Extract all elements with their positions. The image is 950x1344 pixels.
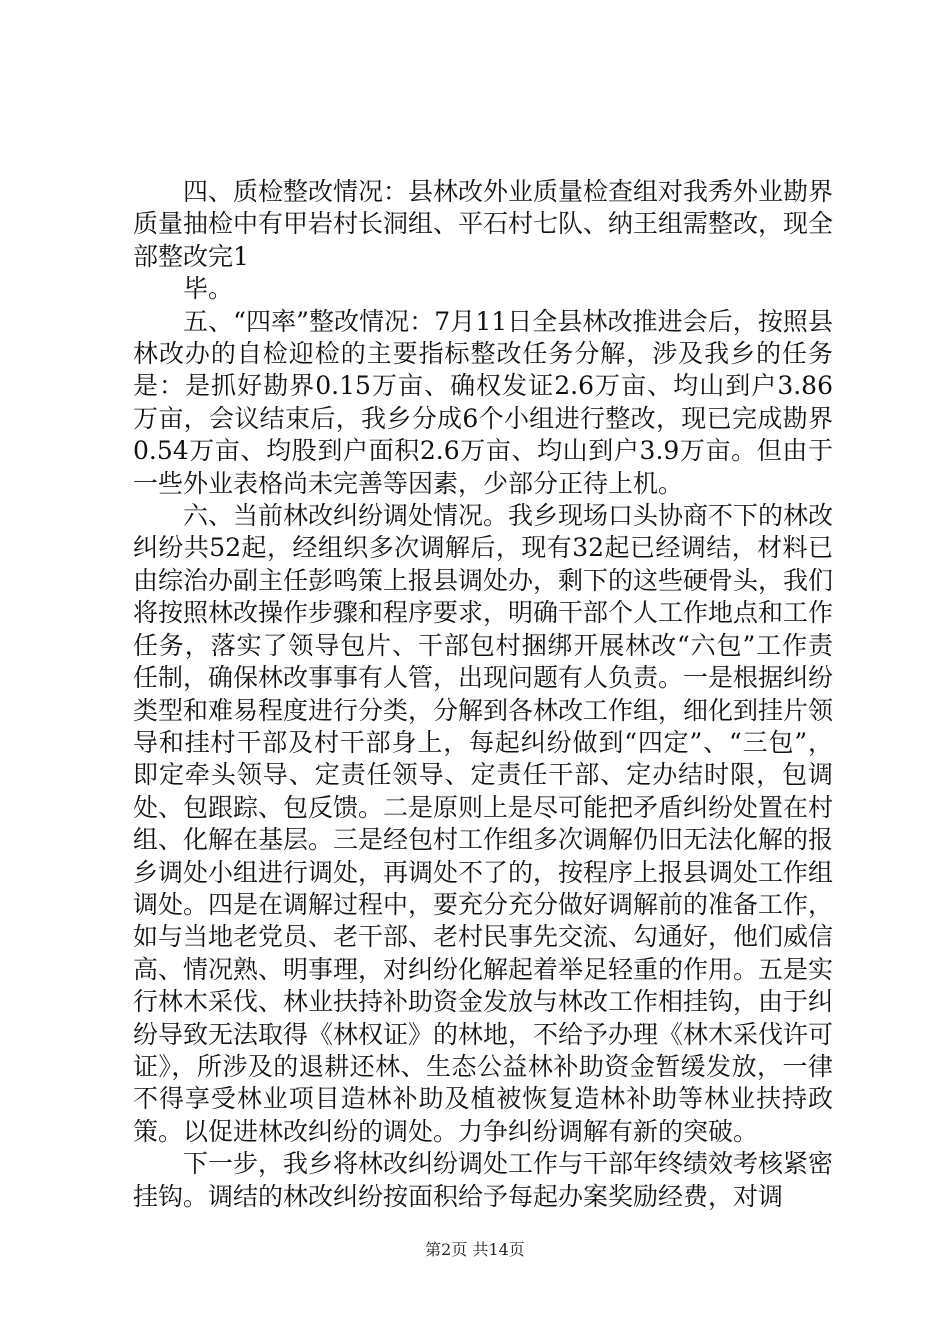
paragraph-dispute-mediation: 六、当前林改纠纷调处情况。我乡现场口头协商不下的林改纠纷共52起，经组织多次调解后，现有32起已经调结，材料已由综治办副主任彭鸣策上报县调处办，剩下的这些硬骨头，我们将按照林改操作步骤和程序要求，明确干部个人工作地点和工作任务，落实了领导包片、干部包村捆绑开展林改“六包”工作责任制，确保林改事事有人管，出现问题有人负责。一是根据纠纷类型和难易程度进行分类，分解到各林改工作组，细化到挂片领导和挂村干部及村干部身上，每起纠纷做到“四定”、“三包”，即定牵头领导、定责任领导、定责任干部、定办结时限，包调处、包跟踪、包反馈。二是原则上是尽可能把矛盾纠纷处置在村组、化解在基层。三是经包村工作组多次调解仍旧无法化解的报乡调处小组进行调处，再调处不了的，按程序上报县调处工作组调处。四是在调解过程中，要充分充分做好调解前的准备工作，如与当地老党员、老干部、老村民事先交流、勾通好，他们威信高、情况熟、明事理，对纠纷化解起着举足轻重的作用。五是实行林木采伐、林业扶持补助资金发放与林改工作相挂钩，由于纠纷导致无法取得《林权证》的林地，不给予办理《林木采伐许可证》，所涉及的退耕还林、生态公益林补助资金暂缓发放，一律不得享受林业项目造林补助及植被恢复造林补助等林业扶持政策。以促进林改纠纷的调处。力争纠纷调解有新的突破。 [133, 501, 834, 1146]
page-footer: 第2页 共14页 [425, 1240, 525, 1259]
paragraph-four-rates: 五、“四率”整改情况：7月11日全县林改推进会后，按照县林改办的自检迎检的主要指标整改任务分解，涉及我乡的任务是：是抓好勘界0.15万亩、确权发证2.6万亩、均山到户3.86万亩，会议结束后，我乡分成6个小组进行整改，现已完成勘界0.54万亩、均股到户面积2.6万亩、均山到户3.9万亩。但由于一些外业表格尚未完善等因素，少部分正待上机。 [133, 306, 833, 498]
paragraph-quality-check: 四、质检整改情况：县林改外业质量检查组对我秀外业勘界质量抽检中有甲岩村长洞组、平石村七队、纳王组需整改，现全部整改完1 [133, 177, 834, 271]
paragraph-quality-check-end: 毕。 [183, 274, 234, 304]
paragraph-next-step: 下一步，我乡将林改纠纷调处工作与干部年终绩效考核紧密挂钩。调结的林改纠纷按面积给予每起办案奖励经费，对调 [133, 1149, 834, 1211]
document-body [133, 176, 833, 1213]
